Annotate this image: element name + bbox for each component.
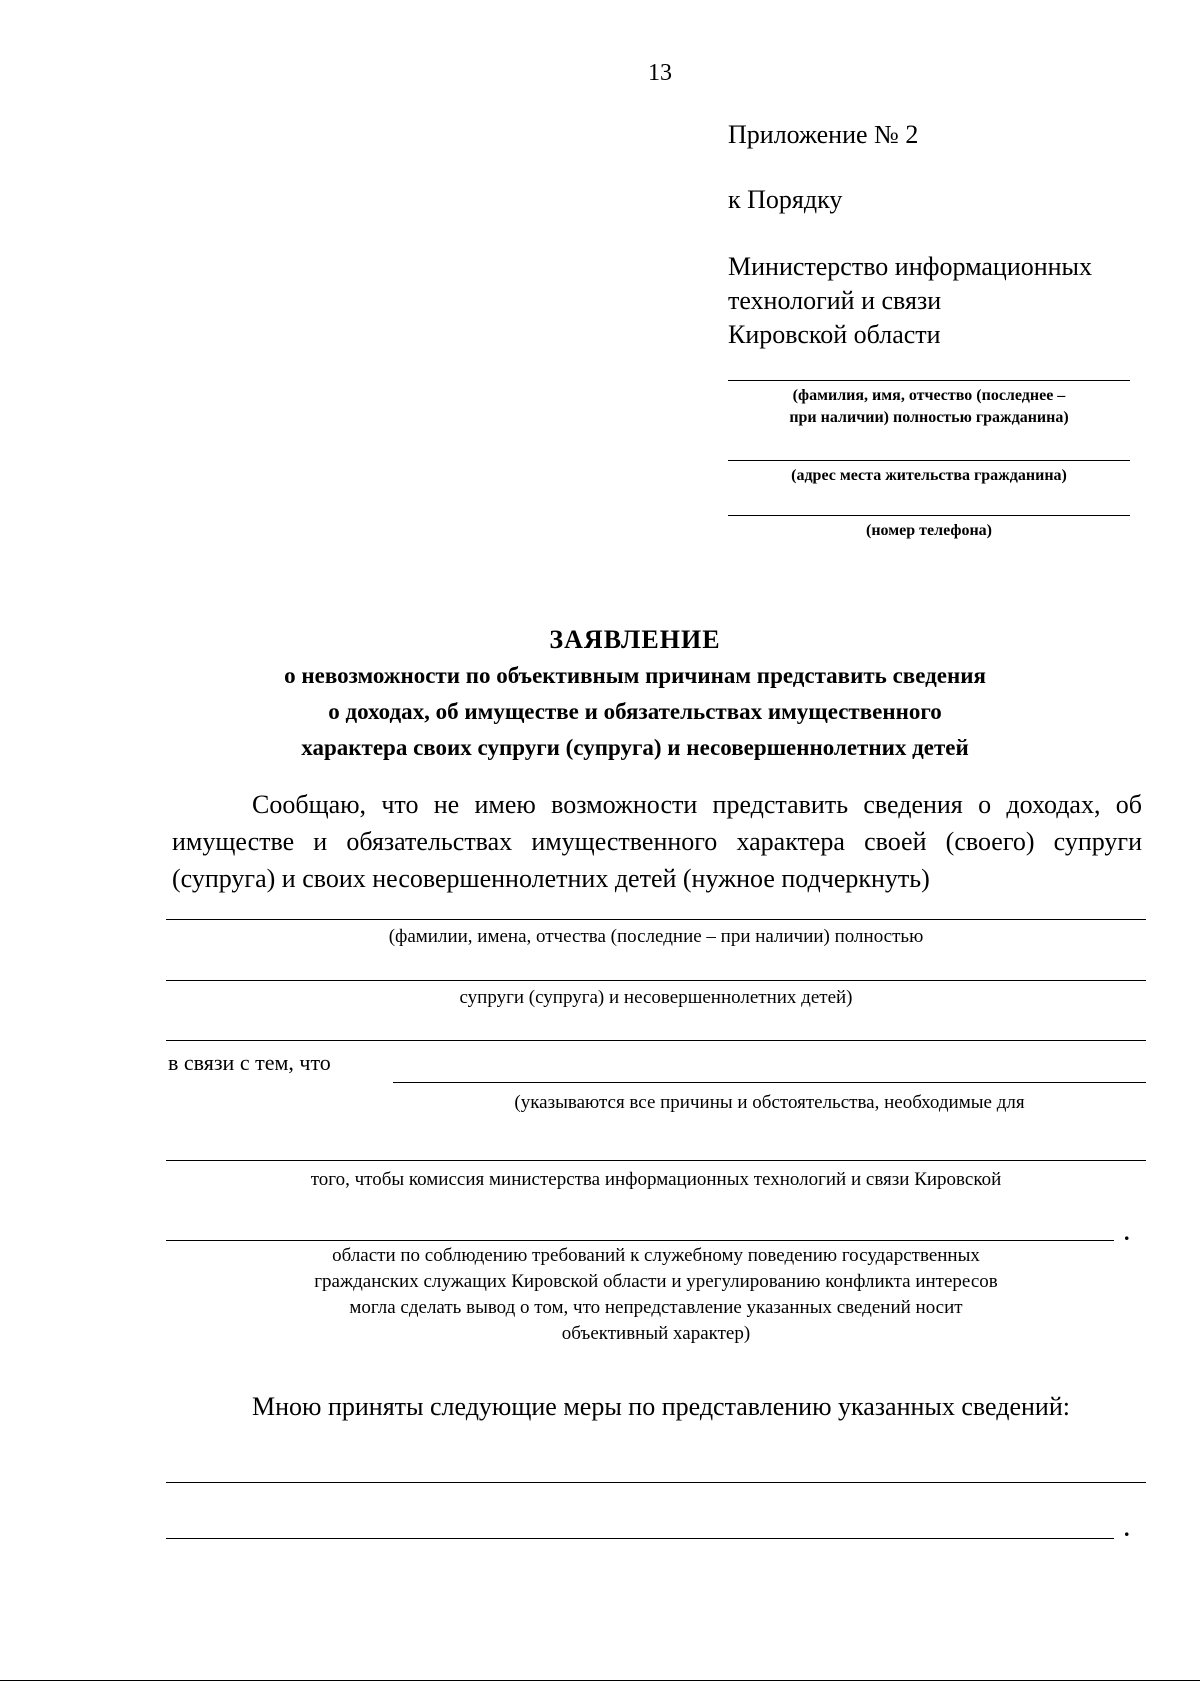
- names-input-line[interactable]: [166, 919, 1146, 920]
- address-input-line[interactable]: [728, 460, 1130, 461]
- names-caption-1: (фамилии, имена, отчества (последние – при наличии) полностью: [388, 926, 924, 947]
- reason-input-line[interactable]: [393, 1082, 1146, 1083]
- appendix-ministry: [728, 250, 1092, 352]
- phone-caption: (номер телефона): [866, 522, 992, 539]
- reason-input-line[interactable]: [166, 1160, 1146, 1161]
- page-number: 13: [648, 60, 672, 86]
- ministry-line: Министерство информационных: [728, 252, 1093, 281]
- measures-paragraph: Мною приняты следующие меры по представлению указанных сведений:: [252, 1392, 1070, 1421]
- ministry-line: Кировской области: [728, 320, 941, 349]
- names-input-line[interactable]: [166, 1040, 1146, 1041]
- line-end-mark: .: [1124, 1516, 1130, 1541]
- address-caption: (адрес места жительства гражданина): [791, 467, 1067, 484]
- measures-input-line[interactable]: [166, 1482, 1146, 1483]
- names-input-line[interactable]: [166, 980, 1146, 981]
- line-end-mark: .: [1124, 1220, 1130, 1245]
- fio-input-line[interactable]: [728, 380, 1130, 381]
- measures-input-line[interactable]: [166, 1538, 1114, 1539]
- phone-input-line[interactable]: [728, 515, 1130, 516]
- reason-label: в связи с тем, что: [168, 1050, 331, 1075]
- reason-input-line[interactable]: [166, 1240, 1114, 1241]
- reason-caption-1: (указываются все причины и обстоятельства, необходимые для: [514, 1092, 1025, 1113]
- ministry-line: технологий и связи: [728, 286, 942, 315]
- fio-caption: (фамилия, имя, отчество (последнее – при наличии) полностью гражданина): [789, 387, 1069, 426]
- statement-paragraph: Сообщаю, что не имею возможности представить сведения о доходах, об имуществе и обязательствах имущественного характера своей (своего) супруги (супруга) и своих несовершеннолетних детей (нужное подчеркнуть): [172, 790, 1142, 893]
- reason-caption-2: того, чтобы комиссия министерства информационных технологий и связи Кировской: [310, 1169, 1002, 1190]
- document-title: ЗАЯВЛЕНИЕ: [549, 625, 721, 654]
- document-subtitle: о невозможности по объективным причинам представить сведения о доходах, об имуществе и обязательствах имущественного характера своих супруги (супруга) и несовершеннолетних детей: [284, 663, 986, 760]
- scan-bottom-edge: [0, 1680, 1200, 1681]
- reason-caption-rest: области по соблюдению требований к служебному поведению государственных гражданских служащих Кировской области и урегулированию конфликта интересов могла сделать вывод о том, что непредставление указанных сведений носит объективный характер): [314, 1245, 998, 1344]
- names-caption-2: супруги (супруга) и несовершеннолетних детей): [459, 987, 853, 1008]
- appendix-title: Приложение № 2: [728, 120, 919, 149]
- appendix-order-ref: к Порядку: [728, 185, 843, 214]
